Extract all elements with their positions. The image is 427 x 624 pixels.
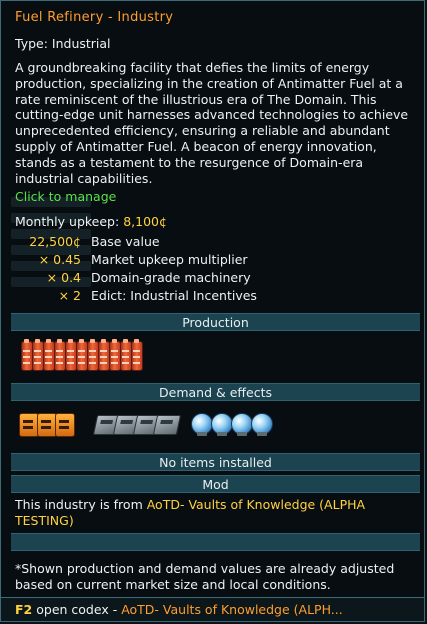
section-production: Production [11,313,420,331]
production-icons [15,341,145,375]
section-demand-effects: Demand & effects [11,383,420,401]
modifier-row [19,288,353,306]
adjustment-note: *Shown production and demand values are already adjusted based on current market size and local conditions. [15,561,395,592]
codex-hotkey: F2 [15,602,33,617]
modifier-label: Market upkeep multiplier [91,252,248,267]
modifier-value: 22,500¢ [29,234,81,249]
volatiles-orb-icon [251,413,273,435]
codex-action: open codex - [36,602,122,617]
modifier-value: × 0.4 [46,270,81,285]
modifier-row [19,270,353,288]
fuel-can-icon [131,341,143,371]
codex-footer[interactable] [1,597,425,622]
heavy-machinery-crate-icon [37,413,57,437]
modifier-label: Domain-grade machinery [91,270,251,285]
upkeep-value: 8,100¢ [123,214,167,229]
volatiles-orb-icon [211,413,233,435]
mod-source [15,497,411,529]
volatiles-orb-icon [191,413,213,435]
volatiles-orb-icon [231,413,253,435]
manage-link[interactable]: Click to manage [15,189,117,204]
monthly-upkeep [15,214,425,229]
industry-description: A groundbreaking facility that defies the limits of energy production, specializing in the creation of Antimatter Fuel at a rate reminiscent of the illustrious era of The Domain. This cutting-edge unit harnesses advanced technologies to achieve unprecedented efficiency, ensuring a reliable and abundant supply of Antimatter Fuel. A beacon of energy innovation, stands as a testament to the resurgence of Domain-era industrial capabilities. [15,60,409,186]
modifier-value: × 0.45 [38,252,81,267]
modifier-label: Base value [91,234,160,249]
ship-hull-machine-icon [153,415,181,435]
demand-icons [15,409,285,443]
codex-entry: AoTD- Vaults of Knowledge (ALPH... [121,602,343,617]
section-mod: Mod [11,475,420,493]
modifier-row [19,234,353,252]
tooltip-title: Fuel Refinery - Industry [15,10,174,25]
empty-section-bar [11,533,420,551]
heavy-machinery-crate-icon [19,413,39,437]
section-items: No items installed [11,453,420,471]
mod-source-prefix: This industry is from [15,497,147,512]
modifier-value: × 2 [58,288,81,303]
modifier-row [19,252,353,270]
modifier-label: Edict: Industrial Incentives [91,288,257,303]
upkeep-label: Monthly upkeep: [15,214,120,229]
heavy-machinery-crate-icon [55,413,75,437]
mod-source-name: AoTD- Vaults of Knowledge (ALPHA TESTING) [15,497,366,528]
industry-type: Type: Industrial [15,36,111,51]
